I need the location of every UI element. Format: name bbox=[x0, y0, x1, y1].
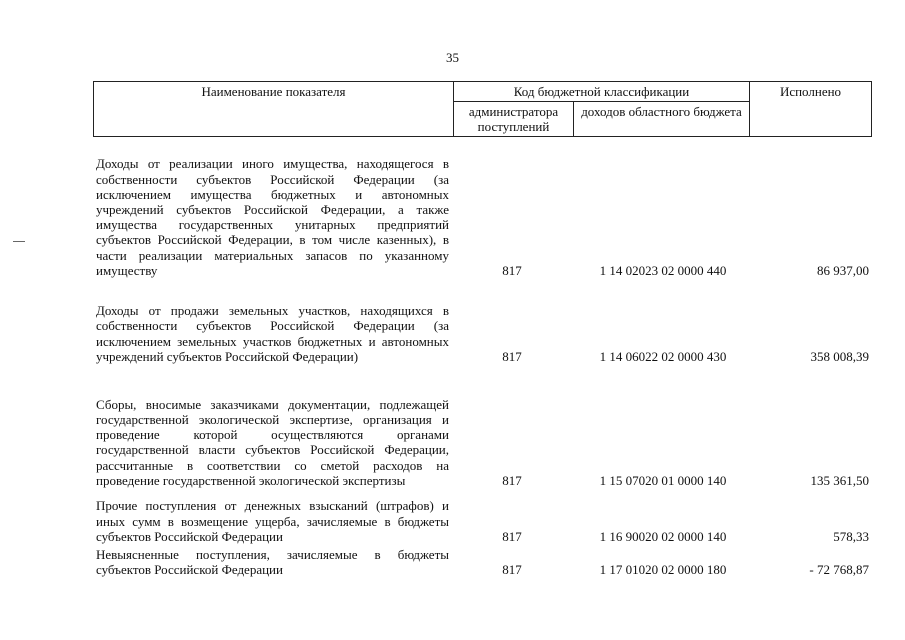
row-income-code: 1 14 06022 02 0000 430 bbox=[599, 348, 727, 364]
row-executed: - 72 768,87 bbox=[809, 561, 869, 577]
table-row bbox=[96, 145, 869, 278]
row-name: Прочие поступления от денежных взысканий (штрафов) и иных сумм в возмещение ущерба, зачисляемые в бюджеты субъектов Российской Федерации bbox=[96, 498, 449, 544]
table-header bbox=[93, 81, 872, 137]
header-income-column: доходов областного бюджета bbox=[574, 102, 750, 137]
page-number: 35 bbox=[446, 50, 459, 65]
row-income-code: 1 15 07020 01 0000 140 bbox=[599, 472, 727, 488]
row-income-code: 1 14 02023 02 0000 440 bbox=[599, 262, 727, 278]
header-admin-column: администратора поступлений bbox=[454, 102, 574, 137]
header-executed-column: Исполнено bbox=[750, 82, 872, 137]
table-row bbox=[96, 364, 869, 488]
row-name: Доходы от продажи земельных участков, находящихся в собственности субъектов Российской Федерации (за исключением земельных участков бюджетных и автономных учреждений субъектов Российской Федерации) bbox=[96, 303, 449, 364]
row-name: Доходы от реализации иного имущества, находящегося в собственности субъектов Российской Федерации (за исключением имущества бюджетных и автономных учреждений субъектов Российской Федерации, а также имущества государственных унитарных предприятий субъектов Российской Федерации, в том числе казенных), в части реализации материальных запасов по указанному имуществу bbox=[96, 156, 449, 278]
margin-mark bbox=[13, 241, 25, 242]
table-row bbox=[96, 488, 869, 544]
row-admin-code: 817 bbox=[502, 561, 522, 577]
table-row bbox=[96, 278, 869, 364]
row-admin-code: 817 bbox=[502, 262, 522, 278]
row-admin-code: 817 bbox=[502, 472, 522, 488]
row-executed: 135 361,50 bbox=[810, 472, 869, 488]
header-code-group: Код бюджетной классификации bbox=[454, 82, 750, 102]
table-row bbox=[96, 544, 869, 577]
row-admin-code: 817 bbox=[502, 348, 522, 364]
row-name: Невыясненные поступления, зачисляемые в бюджеты субъектов Российской Федерации bbox=[96, 546, 449, 577]
table-body bbox=[96, 145, 869, 577]
row-name: Сборы, вносимые заказчиками документации, подлежащей государственной экологической экспертизе, организация и проведение которой осуществляются органами государственной власти субъектов Российской Федерации, рассчитанные в соответствии со сметой расходов на проведение государственной экологической экспертизы bbox=[96, 396, 449, 488]
row-income-code: 1 16 90020 02 0000 140 bbox=[599, 528, 727, 544]
row-admin-code: 817 bbox=[502, 528, 522, 544]
row-executed: 86 937,00 bbox=[817, 262, 869, 278]
row-executed: 358 008,39 bbox=[810, 348, 869, 364]
header-name-column: Наименование показателя bbox=[94, 82, 454, 137]
row-income-code: 1 17 01020 02 0000 180 bbox=[599, 561, 727, 577]
row-executed: 578,33 bbox=[833, 528, 869, 544]
